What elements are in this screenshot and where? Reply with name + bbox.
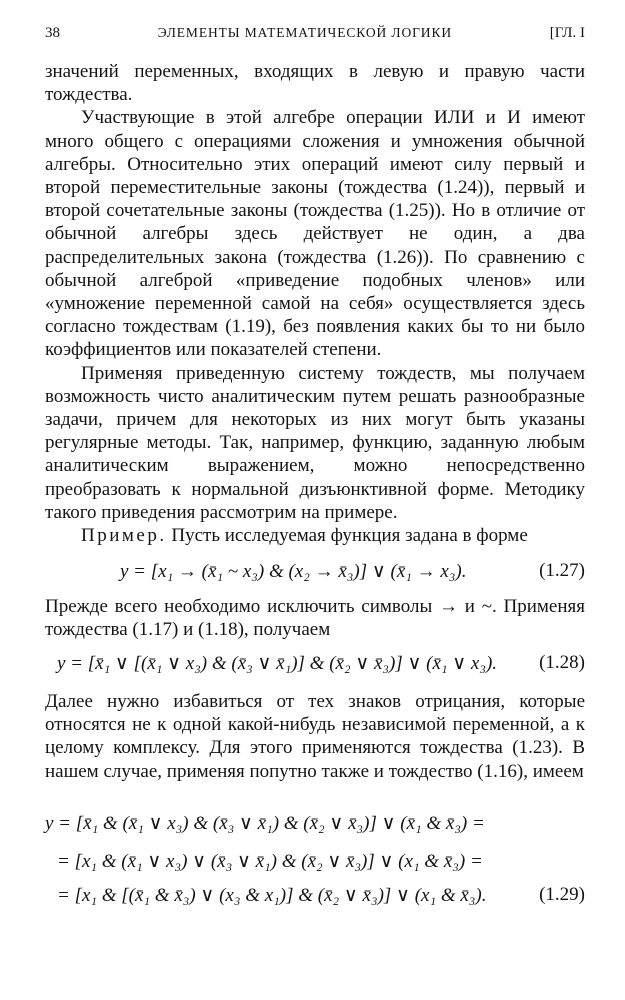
equation-1-27-number: (1.27) — [539, 560, 585, 581]
text-block-3 — [45, 690, 585, 783]
equation-1-28-number: (1.28) — [539, 652, 585, 673]
text-block-2 — [45, 595, 585, 641]
equation-1-29-line-2-body: = [x₁ & (x̄₁ ∨ x₃) ∨ (x̄₃ ∨ x̄₁) & (x̄₂ ∨ x̄₃)] ∨ (x₁ & x̄₃) = — [57, 851, 483, 872]
equation-1-27-body: y = [x₁ → (x̄₁ ~ x₃) & (x₂ → x̄₃)] ∨ (x̄₁ → x₃). — [120, 561, 467, 582]
equation-1-29-line-3 — [45, 884, 585, 910]
equation-1-29-line-1 — [45, 812, 585, 838]
example-label: Пример. — [81, 525, 167, 547]
equation-1-29-line-2 — [45, 850, 585, 876]
paragraph-identities: Применяя приведенную систему тождеств, мы получаем возможность чисто аналитическим путем решать разнообразные задачи, причем для некоторых из них могут быть указаны регулярные методы. Так, например, функцию, заданную любым аналитическим выражением, можно непосредственно преобразовать к нормальной дизъюнктивной форме. Методику такого приведения рассмотрим на примере. — [45, 362, 585, 523]
page-number: 38 — [45, 24, 60, 41]
paragraph-example — [45, 524, 585, 547]
equation-1-29-number: (1.29) — [539, 884, 585, 905]
paragraph-continued: значений переменных, входящих в левую и правую части тождества. — [45, 61, 585, 106]
chapter-label: [ГЛ. I — [549, 24, 585, 41]
running-title: ЭЛЕМЕНТЫ МАТЕМАТИЧЕСКОЙ ЛОГИКИ — [157, 25, 453, 40]
running-header — [45, 20, 585, 46]
equation-1-28 — [45, 652, 585, 678]
equation-1-27 — [45, 560, 585, 586]
equation-1-29-line-3-body: = [x₁ & [(x̄₁ & x̄₃) ∨ (x₃ & x₁)] & (x̄₂ ∨ x̄₃)] ∨ (x₁ & x̄₃). — [57, 885, 487, 906]
paragraph-operations: Участвующие в этой алгебре операции ИЛИ и И имеют много общего с операциями сложения и умножения обычной алгебры. Относительно этих операций имеют силу первый и второй переместительные законы (тождества (1.24)), первый и второй сочетательные законы (тождества (1.25)). Но в отличие от обычной алгебры здесь действует не один, а два распределительных закона (тождества (1.26)). По сравнению с обычной алгеброй «приведение подобных членов» или «умножение переменной самой на себя» осуществляется здесь согласно тождествам (1.19), без появления каких бы то ни было коэффициентов или показателей степени. — [45, 107, 585, 361]
paragraph-eliminate: Прежде всего необходимо исключить символы → и ~. Применяя тождества (1.17) и (1.18), получаем — [45, 596, 585, 641]
equation-1-29-line-1-body: y = [x̄₁ & (x̄₁ ∨ x₃) & (x̄₃ ∨ x̄₁) & (x̄₂ ∨ x̄₃)] ∨ (x̄₁ & x̄₃) = — [45, 813, 485, 834]
equation-1-28-body: y = [x̄₁ ∨ [(x̄₁ ∨ x₃) & (x̄₃ ∨ x̄₁)] & (x̄₂ ∨ x̄₃)] ∨ (x̄₁ ∨ x₃). — [57, 653, 498, 674]
paragraph-negation: Далее нужно избавиться от тех знаков отрицания, которые относятся не к одной какой-нибудь независимой переменной, а к целому комплексу. Для этого применяются тождества (1.23). В нашем случае, применяя попутно также и тождество (1.16), имеем — [45, 691, 585, 782]
text-block-1 — [45, 60, 585, 547]
example-text: Пусть исследуемая функция задана в форме — [171, 525, 528, 547]
